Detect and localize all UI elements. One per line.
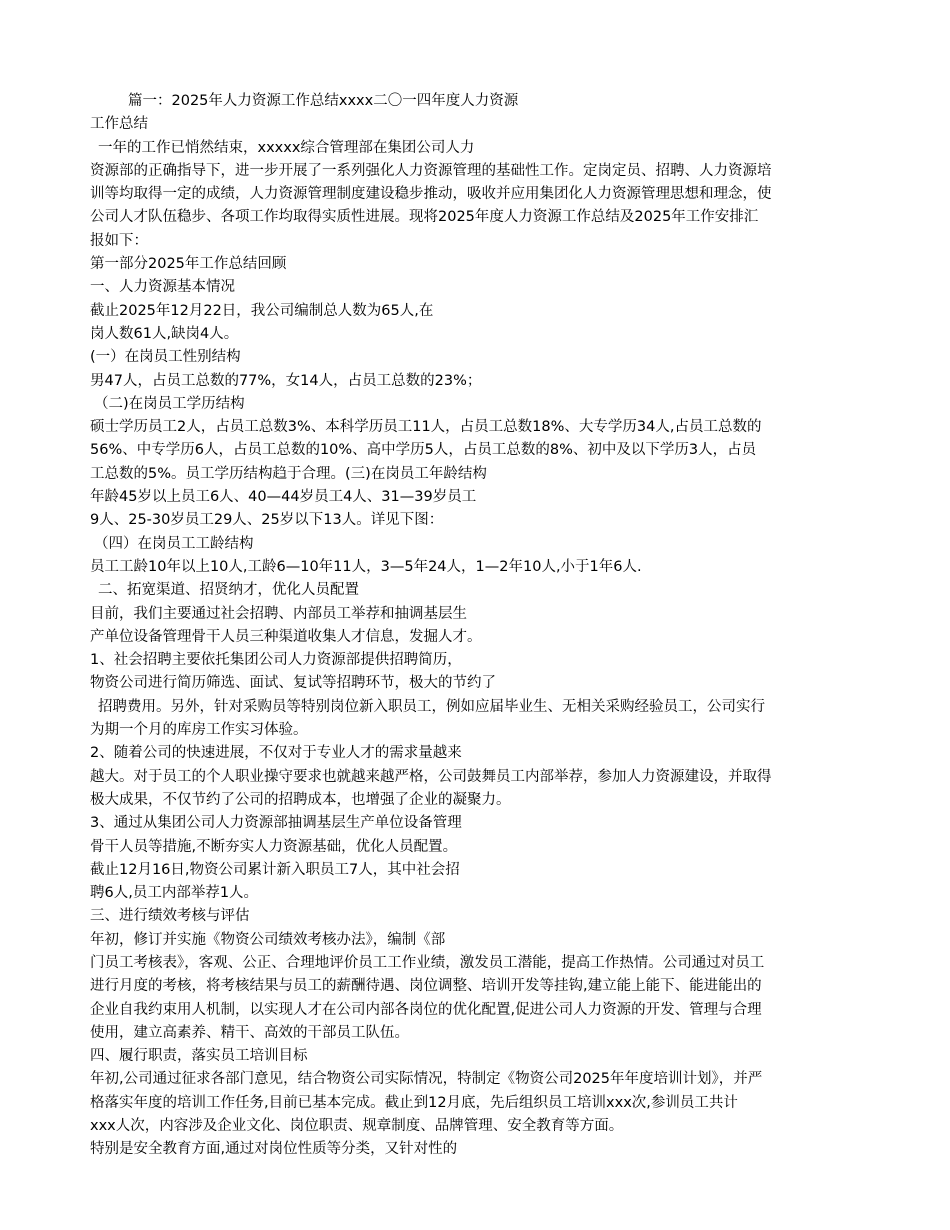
text-line: 特别是安全教育方面,通过对岗位性质等分类，又针对性的 xyxy=(90,1141,458,1158)
text-line: 公司人才队伍稳步、各项工作均取得实质性进展。现将2025年度人力资源工作总结及2025年工作安排汇 xyxy=(90,209,759,226)
subsection-heading: （四）在岗员工工龄结构 xyxy=(94,535,254,552)
text-line: 2、随着公司的快速进展，不仅对于专业人才的需求量越来 xyxy=(90,745,462,762)
text-line: 为期一个月的库房工作实习体验。 xyxy=(90,722,308,739)
text-line: 截止12月16日,物资公司累计新入职员工7人，其中社会招 xyxy=(90,861,460,878)
text-line: 进行月度的考核，将考核结果与员工的薪酬待遇、岗位调整、培训开发等挂钩,建立能上能下、能进能出的 xyxy=(90,978,762,995)
text-line: 越大。对于员工的个人职业操守要求也就越来越严格，公司鼓舞员工内部举荐，参加人力资源建设，并取得 xyxy=(90,768,772,785)
text-line: 企业自我约束用人机制，以实现人才在公司内部各岗位的优化配置,促进公司人力资源的开发、管理与合理 xyxy=(90,1001,762,1018)
text-line: 使用，建立高素养、精干、高效的干部员工队伍。 xyxy=(90,1024,409,1041)
text-line: 门员工考核表》，客观、公正、合理地评价员工工作业绩，激发员工潜能，提高工作热情。公司通过对员工 xyxy=(90,954,765,971)
subsection-heading: (一）在岗员工性别结构 xyxy=(90,349,241,366)
text-line: 男47人，占员工总数的77%，女14人，占员工总数的23%； xyxy=(90,372,482,389)
text-line: 招聘费用。另外，针对采购员等特别岗位新入职员工，例如应届毕业生、无相关采购经验员工，公司实行 xyxy=(98,698,765,715)
text-line: 格落实年度的培训工作任务,目前已基本完成。截止到12月底，先后组织员工培训xxx次,参训员工共计 xyxy=(90,1094,738,1111)
text-line: 年龄45岁以上员工6人、40—44岁员工4人、31—39岁员工 xyxy=(90,489,477,506)
text-line: 训等均取得一定的成绩，人力资源管理制度建设稳步推动，吸收并应用集团化人力资源管理思想和理念，使 xyxy=(90,186,772,203)
text-line: xxx人次，内容涉及企业文化、岗位职责、规章制度、品牌管理、安全教育等方面。 xyxy=(90,1118,624,1135)
text-line: 1、社会招聘主要依托集团公司人力资源部提供招聘简历， xyxy=(90,652,462,669)
text-line: 年初,公司通过征求各部门意见，结合物资公司实际情况，特制定《物资公司2025年年度培训计划》，并严 xyxy=(90,1071,763,1088)
section-heading: 三、进行绩效考核与评估 xyxy=(90,908,250,925)
section-heading: 第一部分2025年工作总结回顾 xyxy=(90,256,287,273)
document-title: 篇一：2025年人力资源工作总结xxxx二〇一四年度人力资源 xyxy=(128,93,519,109)
text-line: 极大成果，不仅节约了公司的招聘成本，也增强了企业的凝聚力。 xyxy=(90,791,511,808)
text-line: 工总数的5%。员工学历结构趋于合理。(三)在岗员工年龄结构 xyxy=(90,465,487,482)
text-line: 工作总结 xyxy=(90,116,148,133)
text-line: 物资公司进行简历筛选、面试、复试等招聘环节，极大的节约了 xyxy=(90,675,496,692)
text-line: 聘6人,员工内部举荐1人。 xyxy=(90,885,259,902)
section-heading: 四、履行职责，落实员工培训目标 xyxy=(90,1048,308,1065)
document-body xyxy=(90,90,870,1162)
text-line: 目前，我们主要通过社会招聘、内部员工举荐和抽调基层生 xyxy=(90,605,467,622)
section-heading: 一、人力资源基本情况 xyxy=(90,279,235,296)
text-line: 一年的工作已悄然结束，xxxxx综合管理部在集团公司人力 xyxy=(98,139,475,156)
text-line: 硕士学历员工2人，占员工总数3%、本科学历员工11人，占员工总数18%、大专学历34人,占员工总数的 xyxy=(90,419,762,436)
text-line: 资源部的正确指导下，进一步开展了一系列强化人力资源管理的基础性工作。定岗定员、招聘、人力资源培 xyxy=(90,162,772,179)
text-line: 报如下： xyxy=(90,232,148,249)
text-line: 骨干人员等措施,不断夯实人力资源基础，优化人员配置。 xyxy=(90,838,458,855)
text-line: 产单位设备管理骨干人员三种渠道收集人才信息，发掘人才。 xyxy=(90,628,482,645)
text-line: 56%、中专学历6人，占员工总数的10%、高中学历5人，占员工总数的8%、初中及以下学历3人，占员 xyxy=(90,442,757,459)
text-line: 员工工龄10年以上10人,工龄6—10年11人，3—5年24人，1—2年10人,小于1年6人. xyxy=(90,558,642,575)
text-line: 岗人数61人,缺岗4人。 xyxy=(90,325,239,342)
subsection-heading: （二)在岗员工学历结构 xyxy=(94,395,245,412)
text-line: 3、通过从集团公司人力资源部抽调基层生产单位设备管理 xyxy=(90,815,462,832)
section-heading: 二、拓宽渠道、招贤纳才，优化人员配置 xyxy=(98,582,359,599)
text-line: 年初，修订并实施《物资公司绩效考核办法》，编制《部 xyxy=(90,931,446,948)
text-line: 9人、25-30岁员工29人、25岁以下13人。详见下图： xyxy=(90,512,444,529)
text-line: 截止2025年12月22日，我公司编制总人数为65人,在 xyxy=(90,302,434,319)
